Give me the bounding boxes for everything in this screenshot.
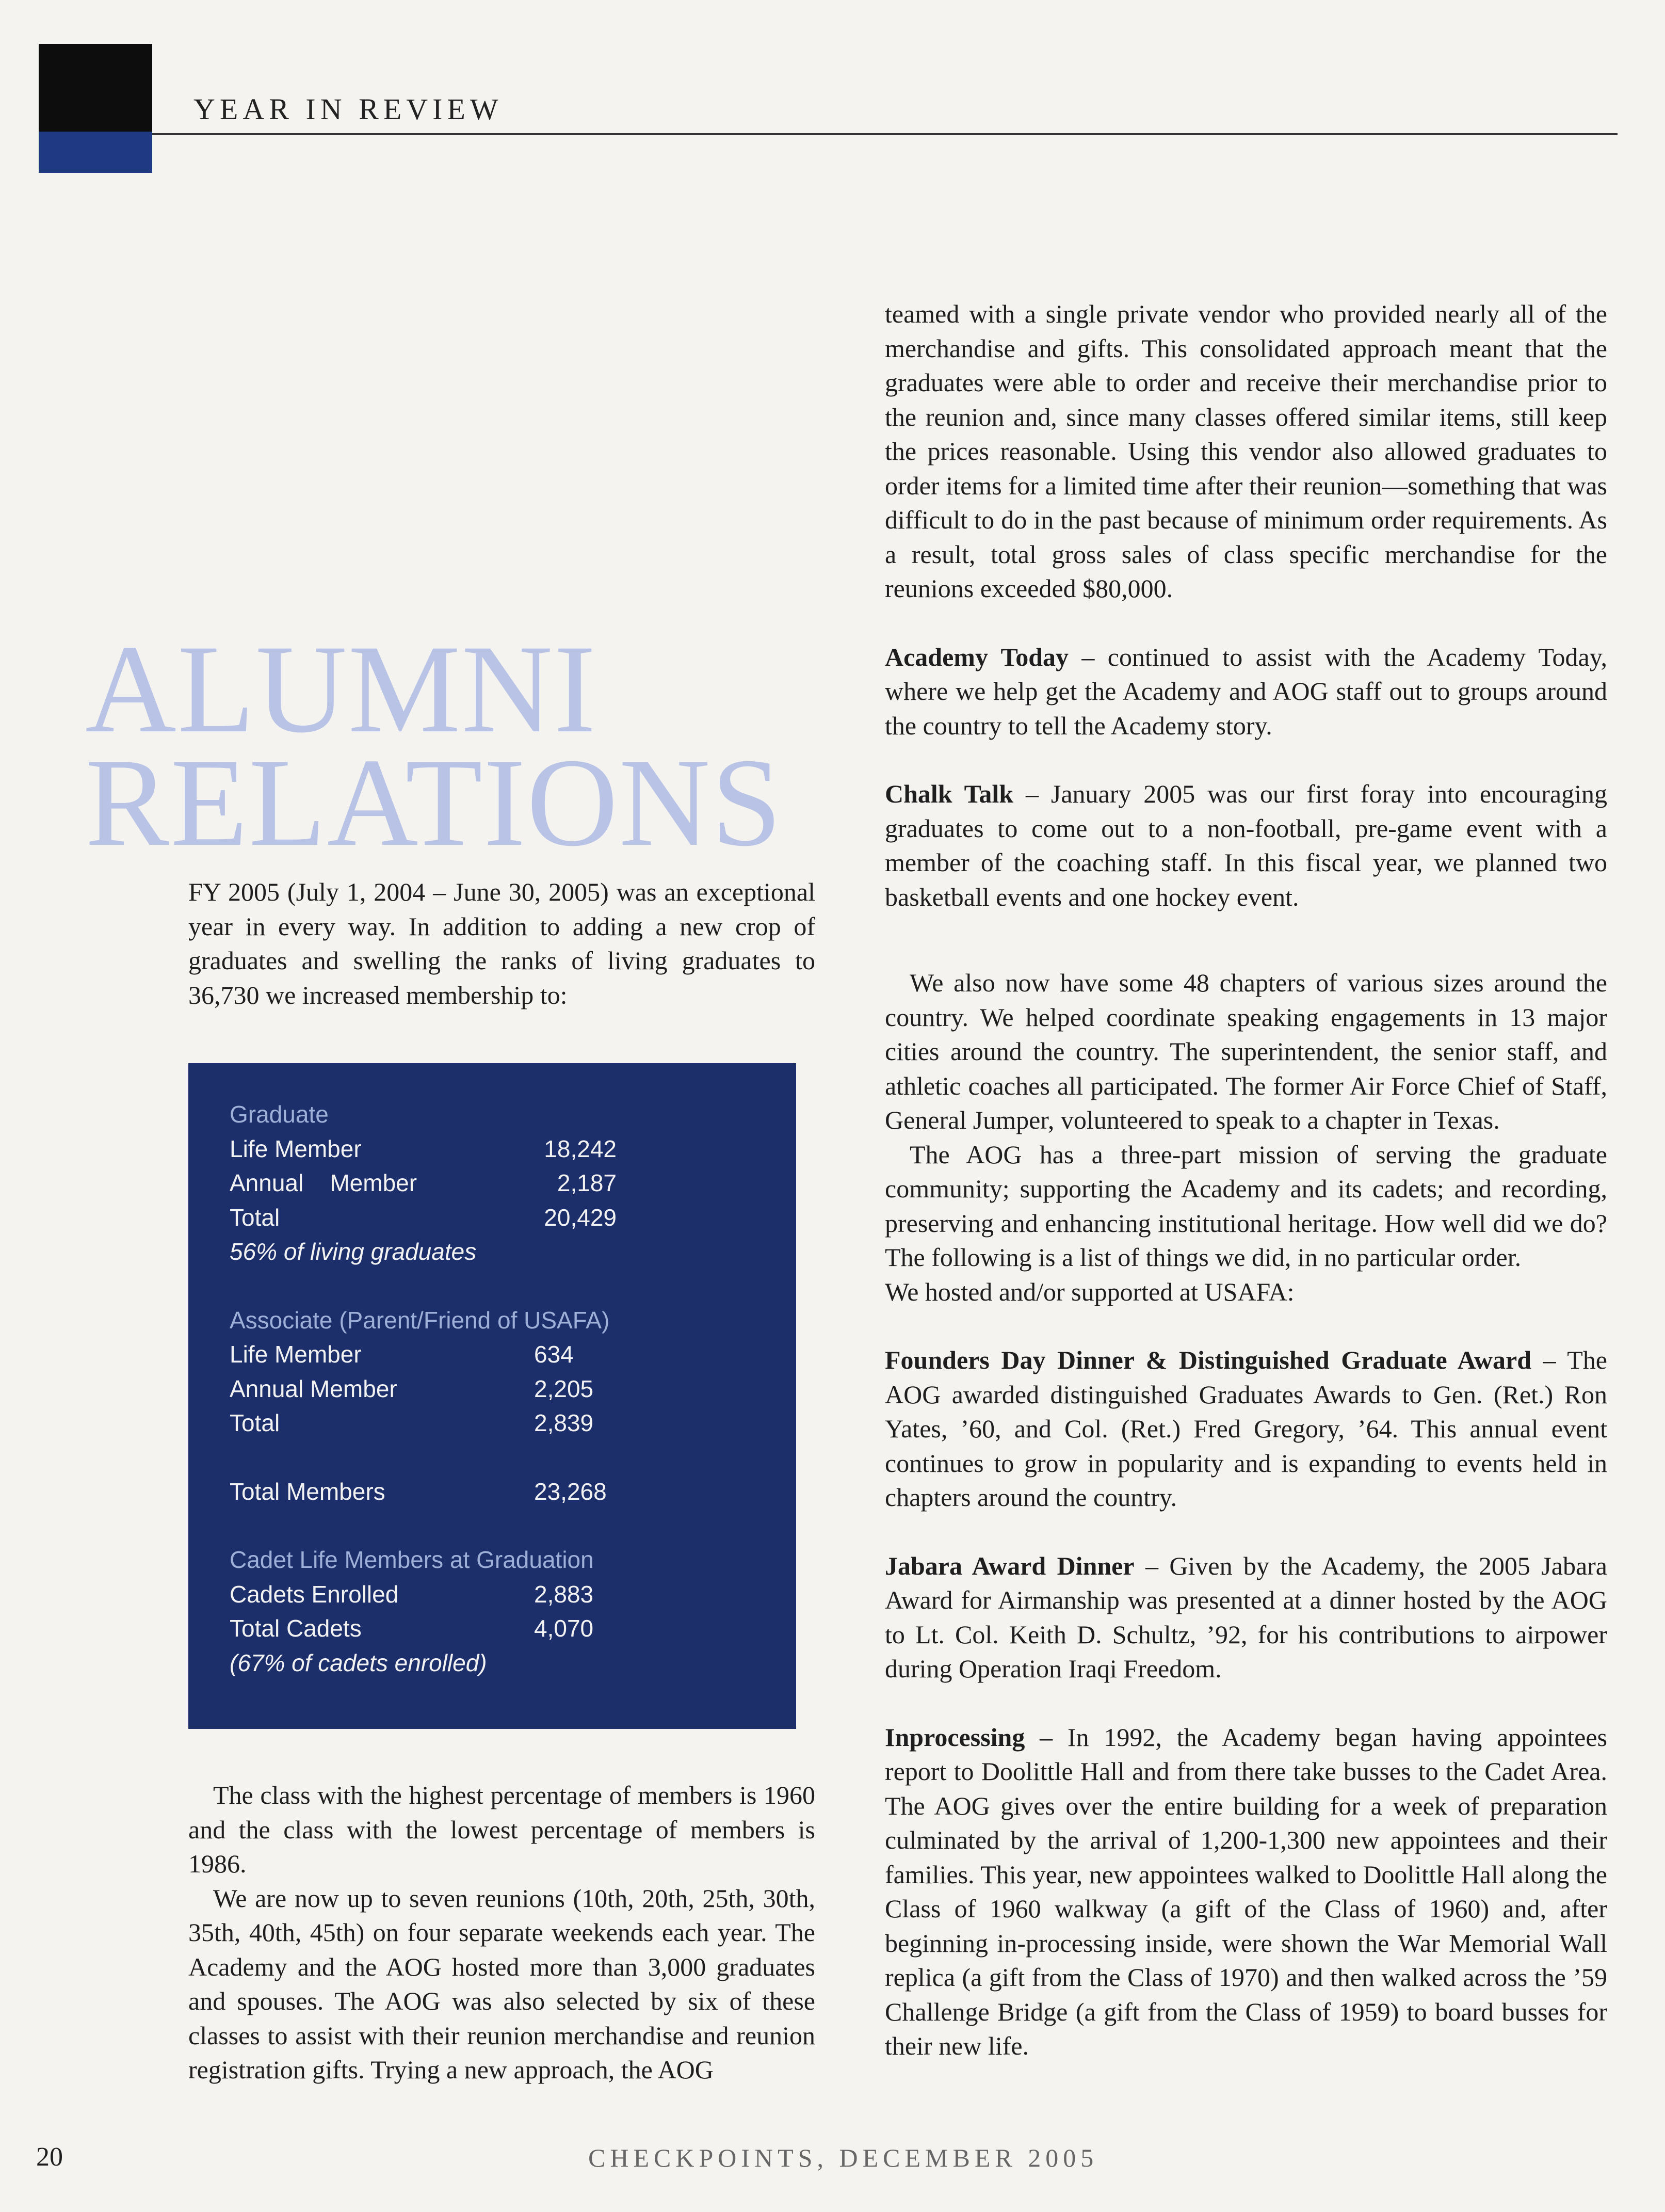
vendor-paragraph: teamed with a single private vendor who provided nearly all of the merchandise and gifts. This consolidated approach meant that the graduates were able to order and receive their merchandise prior to the reunion and, since many classes offered similar items, still keep the prices reasonable. Using this vendor also allowed graduates to order items for a limited time after their reunion—something that was difficult to do in the past because of minimum order requirements. As a result, total gross sales of class specific merchandise for the reunions exceeded $80,000. <box>885 299 1607 603</box>
intro-paragraph: FY 2005 (July 1, 2004 – June 30, 2005) was an exceptional year in every way. In addition to adding a new crop of graduates and swelling the ranks of living graduates to 36,730 we increased membership to: <box>188 877 815 1009</box>
stats-value: 2,187 <box>557 1169 617 1196</box>
stats-label: Life Member <box>230 1341 362 1368</box>
jabara-text: – Given by the Academy, the 2005 Jabara Award for Airmanship was presented at a dinner hosted by the AOG to Lt. Col. Keith D. Schultz, ’92, for his contributions to airpower during Operation Iraqi Freedom. <box>885 1551 1607 1683</box>
stats-label: Life Member <box>230 1135 362 1162</box>
stats-label: Total Members <box>230 1478 385 1505</box>
page-title <box>85 619 783 872</box>
stats-row <box>230 1200 796 1235</box>
stats-row <box>230 1577 796 1612</box>
stats-value: 2,839 <box>534 1409 594 1436</box>
chalk-talk-paragraph <box>885 777 1607 914</box>
stats-label: Total <box>230 1409 280 1436</box>
stats-label: Total Cadets <box>230 1615 362 1642</box>
academy-today-paragraph <box>885 640 1607 743</box>
jabara-paragraph <box>885 1549 1607 1686</box>
inprocessing-text: – In 1992, the Academy began having appointees report to Doolittle Hall and from there take busses to the Cadet Area. The AOG gives over the entire building for a week of preparation culminated by the arrival of 1,200-1,300 new appointees and their families. This year, new appointees walked to Doolittle Hall along the Class of 1960 walkway (a gift of the Class of 1960) and, after beginning in-processing inside, were shown the War Memorial Wall replica (a gift from the Class of 1970) and then walked across the ’59 Challenge Bridge (a gift from the Class of 1959) to board busses for their new life. <box>885 1722 1607 2060</box>
membership-stats-box <box>188 1063 796 1729</box>
academy-today-text: – continued to assist with the Academy Today, where we help get the Academy and AOG staff out to groups around the country to tell the Academy story. <box>885 642 1607 740</box>
stats-label: Annual Member <box>230 1169 417 1196</box>
hosted-paragraph: We hosted and/or supported at USAFA: <box>885 1277 1295 1306</box>
stats-value: 4,070 <box>534 1615 594 1642</box>
stats-row <box>230 1474 796 1509</box>
left-bottom-column <box>188 1778 815 2087</box>
stats-value: 20,429 <box>544 1204 617 1231</box>
stats-row <box>230 1406 796 1440</box>
stats-value: 18,242 <box>544 1135 617 1162</box>
stats-label: Total <box>230 1204 280 1231</box>
cadet-note: (67% of cadets enrolled) <box>230 1649 487 1676</box>
right-column <box>885 297 1607 2063</box>
founders-day-heading: Founders Day Dinner & Distinguished Graduate Award <box>885 1345 1532 1374</box>
graduate-note: 56% of living graduates <box>230 1238 477 1265</box>
associate-stats <box>230 1303 796 1440</box>
cadet-stats <box>230 1543 796 1680</box>
page-number: 20 <box>36 2142 63 2172</box>
header-blue-accent <box>39 132 152 173</box>
inprocessing-heading: Inprocessing <box>885 1722 1025 1752</box>
founders-day-paragraph <box>885 1343 1607 1515</box>
cadet-heading: Cadet Life Members at Graduation <box>230 1546 594 1573</box>
stats-value: 634 <box>534 1341 574 1368</box>
chalk-talk-heading: Chalk Talk <box>885 779 1014 808</box>
page-title-line1: ALUMNI <box>85 619 597 759</box>
graduate-stats <box>230 1097 796 1269</box>
publication-footer: CHECKPOINTS, DECEMBER 2005 <box>588 2143 1098 2172</box>
chalk-talk-text: – January 2005 was our first foray into encouraging graduates to come out to a non-football, pre-game event with a member of the coaching staff. In this fiscal year, we planned two basketball events and one hockey event. <box>885 779 1608 911</box>
intro-column <box>188 875 815 1012</box>
stats-value: 2,205 <box>534 1375 594 1402</box>
stats-row <box>230 1611 796 1646</box>
academy-today-heading: Academy Today <box>885 642 1069 671</box>
page-title-line2: RELATIONS <box>85 732 783 872</box>
header-rule <box>152 133 1618 135</box>
class-percentage-paragraph: The class with the highest percentage of members is 1960 and the class with the lowest percentage of members is 1986. <box>188 1781 815 1878</box>
jabara-heading: Jabara Award Dinner <box>885 1551 1135 1580</box>
section-label: YEAR IN REVIEW <box>193 92 503 126</box>
total-members-stats <box>230 1474 796 1509</box>
stats-row <box>230 1337 796 1372</box>
graduate-heading: Graduate <box>230 1101 329 1128</box>
stats-row <box>230 1132 796 1166</box>
founders-day-text: – The AOG awarded distinguished Graduates Awards to Gen. (Ret.) Ron Yates, ’60, and Col. (Ret.) Fred Gregory, ’64. This annual event continues to grow in popularity and is expanding to events held in chapters around the country. <box>885 1345 1607 1512</box>
stats-label: Annual Member <box>230 1375 397 1402</box>
stats-row <box>230 1166 796 1200</box>
associate-heading: Associate (Parent/Friend of USAFA) <box>230 1306 610 1334</box>
chapters-paragraph: We also now have some 48 chapters of various sizes around the country. We helped coordinate speaking engagements in 13 major cities around the country. The superintendent, the senior staff, and athletic coaches all participated. The former Air Force Chief of Staff, General Jumper, volunteered to speak to a chapter in Texas. <box>885 968 1607 1134</box>
mission-paragraph: The AOG has a three-part mission of serving the graduate community; supporting the Academy and its cadets; and recording, preserving and enhancing institutional heritage. How well did we do? The following is a list of things we did, in no particular order. <box>885 1140 1607 1272</box>
stats-label: Cadets Enrolled <box>230 1580 399 1608</box>
stats-value: 23,268 <box>534 1478 607 1505</box>
stats-row <box>230 1372 796 1406</box>
reunions-paragraph: We are now up to seven reunions (10th, 20th, 25th, 30th, 35th, 40th, 45th) on four separate weekends each year. The Academy and the AOG hosted more than 3,000 graduates and spouses. The AOG was also selected by six of these classes to assist with their reunion merchandise and reunion registration gifts. Trying a new approach, the AOG <box>188 1883 815 2084</box>
stats-value: 2,883 <box>534 1580 594 1608</box>
inprocessing-paragraph <box>885 1720 1607 2063</box>
